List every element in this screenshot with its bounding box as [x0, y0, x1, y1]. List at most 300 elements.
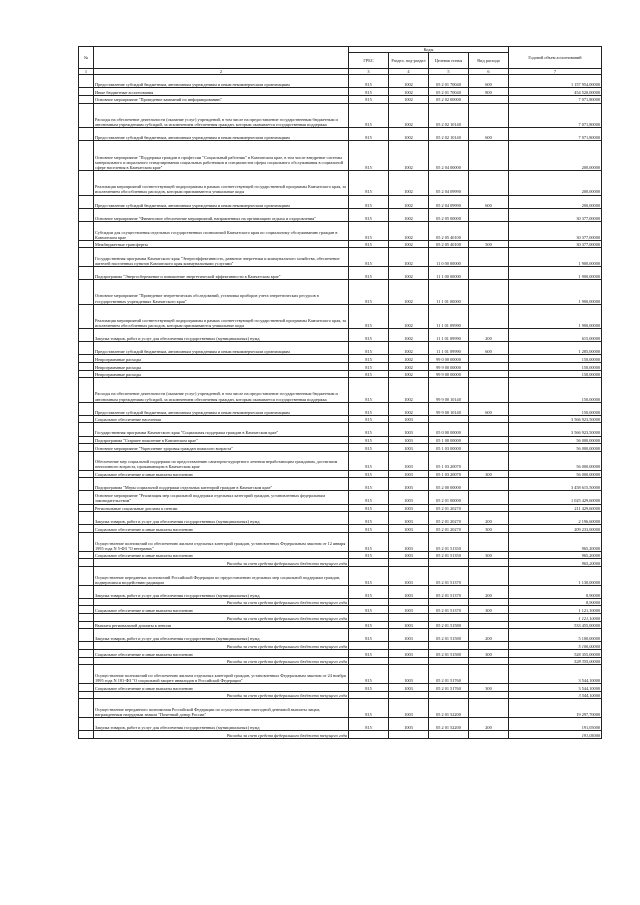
- table-row: [79, 141, 602, 171]
- target-cell: 05 2 04 09990: [429, 171, 469, 195]
- grbs-cell: 815: [349, 127, 389, 140]
- name-cell: Социальное обеспечение и иные выплаты населению: [94, 684, 349, 692]
- grbs-cell: [349, 691, 389, 699]
- section-cell: 1002: [389, 127, 429, 140]
- grbs-cell: 815: [349, 551, 389, 559]
- target-cell: 05 2 05 00000: [429, 208, 469, 221]
- section-cell: 1003: [389, 512, 429, 525]
- sum-cell: 150,00000: [509, 355, 602, 363]
- grbs-cell: 815: [349, 240, 389, 248]
- table-row: [79, 621, 602, 629]
- type-cell: [469, 267, 509, 280]
- section-cell: 1003: [389, 532, 429, 551]
- grbs-cell: 815: [349, 423, 389, 436]
- sum-cell: 56 000,00000: [509, 451, 602, 470]
- name-cell: Расходы на обеспечение деятельности (оказание услуг) учреждений, в том числе на предоставление государственным бюджетным и автономным учреждениям субсидий, за исключением обеспечения граждан, которым оказывается государственная поддержка: [94, 103, 349, 127]
- target-cell: [429, 614, 469, 622]
- table-row: [79, 665, 602, 684]
- table-row: [79, 240, 602, 248]
- number-cell: [79, 103, 94, 127]
- name-cell: Закупка товаров, работ и услуг для обеспечения государственных (муниципальных) нужд: [94, 512, 349, 525]
- sum-cell: 1 900,00000: [509, 267, 602, 280]
- number-cell: [79, 629, 94, 642]
- name-cell: Осуществление переданного полномочия Российской Федерации по осуществлению ежегодной денежной выплаты лицам, награжденным нагрудным знаком "Почетный донор России": [94, 699, 349, 718]
- note-row: [79, 657, 602, 665]
- sum-cell: 150,00000: [509, 378, 602, 402]
- sum-cell: 1 900,00000: [509, 304, 602, 328]
- target-cell: 99 0 00 00000: [429, 355, 469, 363]
- target-cell: 05 2 01 51580: [429, 629, 469, 642]
- number-cell: [79, 504, 94, 512]
- table-row: [79, 491, 602, 504]
- number-cell: [79, 171, 94, 195]
- name-cell: Подпрограмма "Старшее поколение в Камчатском крае": [94, 436, 349, 444]
- table-row: [79, 504, 602, 512]
- grbs-cell: 815: [349, 208, 389, 221]
- sum-cell: 528 355,00000: [509, 650, 602, 658]
- number-cell: [79, 75, 94, 88]
- section-cell: 1003: [389, 444, 429, 452]
- budget-table: [78, 46, 602, 739]
- name-cell: Социальное обеспечение и иные выплаты населению: [94, 470, 349, 478]
- section-cell: 1002: [389, 103, 429, 127]
- sum-cell: 200,00000: [509, 195, 602, 208]
- number-cell: [79, 532, 94, 551]
- target-cell: 05 2 01 51760: [429, 665, 469, 684]
- table-row: [79, 606, 602, 614]
- target-cell: 05 2 00 00000: [429, 478, 469, 491]
- sum-cell: 965,20000: [509, 559, 602, 567]
- grbs-cell: [349, 598, 389, 606]
- grbs-cell: 815: [349, 665, 389, 684]
- table-row: [79, 478, 602, 491]
- section-cell: 1002: [389, 355, 429, 363]
- sum-cell: 1 285,00000: [509, 342, 602, 355]
- target-cell: 11 1 01 00000: [429, 280, 469, 304]
- target-cell: 05 2 01 51580: [429, 621, 469, 629]
- type-cell: [469, 208, 509, 221]
- target-cell: 05 2 01 70040: [429, 88, 469, 96]
- type-cell: [469, 221, 509, 240]
- number-cell: [79, 614, 94, 622]
- target-cell: [429, 559, 469, 567]
- type-cell: 300: [469, 684, 509, 692]
- sum-cell: 3 544,10000: [509, 665, 602, 684]
- number-cell: [79, 691, 94, 699]
- number-cell: [79, 423, 94, 436]
- number-cell: [79, 684, 94, 692]
- number-cell: [79, 718, 94, 731]
- target-cell: 11 1 01 09990: [429, 342, 469, 355]
- table-row: [79, 370, 602, 378]
- sum-cell: 3 566 923,50000: [509, 415, 602, 423]
- grbs-cell: 815: [349, 532, 389, 551]
- section-cell: 1003: [389, 551, 429, 559]
- section-cell: 1003: [389, 451, 429, 470]
- section-cell: [389, 657, 429, 665]
- sum-cell: 150,00000: [509, 363, 602, 371]
- grbs-cell: 815: [349, 141, 389, 171]
- grbs-cell: 815: [349, 267, 389, 280]
- note-row: [79, 559, 602, 567]
- type-cell: [469, 621, 509, 629]
- sum-cell: 3 566 923,50000: [509, 423, 602, 436]
- section-cell: 1002: [389, 240, 429, 248]
- table-row: [79, 423, 602, 436]
- section-cell: 1003: [389, 525, 429, 533]
- table-row: [79, 342, 602, 355]
- grbs-cell: 815: [349, 415, 389, 423]
- sum-cell: 191,05000: [509, 718, 602, 731]
- section-cell: 1003: [389, 566, 429, 585]
- sum-cell: 30 377,00000: [509, 221, 602, 240]
- name-cell: Реализация мероприятий соответствующей подпрограммы в рамках соответствующей государственной программы Камчатского края, за исключением обособленных расходов, которым присваиваются уникальные коды: [94, 304, 349, 328]
- sum-cell: 150,00000: [509, 402, 602, 415]
- name-cell: Социальное обеспечение и иные выплаты населению: [94, 551, 349, 559]
- target-cell: 05 2 01 51580: [429, 650, 469, 658]
- section-cell: 1003: [389, 415, 429, 423]
- grbs-cell: [349, 657, 389, 665]
- sum-cell: 8,90000: [509, 585, 602, 598]
- name-cell: Расходы за счет средств федерального бюджета текущего года: [94, 642, 349, 650]
- table-row: [79, 436, 602, 444]
- type-cell: [469, 478, 509, 491]
- sum-cell: 30 377,00000: [509, 240, 602, 248]
- number-cell: [79, 444, 94, 452]
- table-row: [79, 248, 602, 267]
- name-cell: Предоставление субсидий бюджетным, автономным учреждениям и иным некоммерческим организациям: [94, 342, 349, 355]
- section-cell: 1003: [389, 718, 429, 731]
- target-cell: [429, 731, 469, 739]
- table-row: [79, 451, 602, 470]
- number-cell: [79, 329, 94, 342]
- section-cell: [389, 614, 429, 622]
- name-cell: Закупка товаров, работ и услуг для обеспечения государственных (муниципальных) нужд: [94, 329, 349, 342]
- number-cell: [79, 699, 94, 718]
- table-row: [79, 684, 602, 692]
- sum-cell: 1 121,10000: [509, 606, 602, 614]
- type-cell: [469, 642, 509, 650]
- target-cell: 05 2 02 10140: [429, 127, 469, 140]
- number-cell: [79, 585, 94, 598]
- name-cell: Основное мероприятие "Проведение энергетических обследований, установка приборов учета энергетических ресурсов в государственных учреждениях Камчатского края": [94, 280, 349, 304]
- table-row: [79, 88, 602, 96]
- table-row: [79, 699, 602, 718]
- type-cell: [469, 691, 509, 699]
- number-cell: [79, 621, 94, 629]
- grbs-cell: 815: [349, 378, 389, 402]
- grbs-cell: 815: [349, 606, 389, 614]
- index-cell: 2: [94, 69, 349, 75]
- type-cell: 200: [469, 585, 509, 598]
- name-cell: Осуществление полномочий по обеспечению жильем отдельных категорий граждан, установленных Федеральным законом от 12 января 1995 года N 5-ФЗ "О ветеранах": [94, 532, 349, 551]
- table-row: [79, 221, 602, 240]
- number-cell: [79, 208, 94, 221]
- col-grbs-header: ГРБС: [349, 53, 389, 69]
- grbs-cell: 815: [349, 451, 389, 470]
- target-cell: 05 2 01 20270: [429, 512, 469, 525]
- type-cell: [469, 363, 509, 371]
- type-cell: [469, 415, 509, 423]
- name-cell: Закупка товаров, работ и услуг для обеспечения государственных (муниципальных) нужд: [94, 629, 349, 642]
- number-cell: [79, 355, 94, 363]
- grbs-cell: [349, 559, 389, 567]
- number-cell: [79, 240, 94, 248]
- table-row: [79, 525, 602, 533]
- target-cell: [429, 642, 469, 650]
- number-cell: [79, 378, 94, 402]
- name-cell: Региональные социальные доплаты к пенсии: [94, 504, 349, 512]
- sum-cell: 200,00000: [509, 141, 602, 171]
- type-cell: [469, 103, 509, 127]
- type-cell: [469, 436, 509, 444]
- section-cell: 1003: [389, 491, 429, 504]
- sum-cell: 209 233,00000: [509, 525, 602, 533]
- sum-cell: 454 520,00000: [509, 88, 602, 96]
- grbs-cell: 815: [349, 566, 389, 585]
- name-cell: Предоставление субсидий бюджетным, автономным учреждениям и иным некоммерческим организациям: [94, 75, 349, 88]
- sum-cell: 19 297,70000: [509, 699, 602, 718]
- grbs-cell: 815: [349, 95, 389, 103]
- type-cell: [469, 141, 509, 171]
- section-cell: 1003: [389, 585, 429, 598]
- type-cell: [469, 699, 509, 718]
- section-cell: 1002: [389, 195, 429, 208]
- target-cell: [429, 598, 469, 606]
- grbs-cell: 815: [349, 370, 389, 378]
- budget-rows: [79, 75, 602, 739]
- number-cell: [79, 402, 94, 415]
- target-cell: 11 1 01 09990: [429, 329, 469, 342]
- type-cell: [469, 95, 509, 103]
- section-cell: 1003: [389, 504, 429, 512]
- grbs-cell: 815: [349, 329, 389, 342]
- type-cell: [469, 355, 509, 363]
- type-cell: [469, 423, 509, 436]
- index-cell: 5: [429, 69, 469, 75]
- sum-cell: 3 544,10000: [509, 691, 602, 699]
- name-cell: Закупка товаров, работ и услуг для обеспечения государственных (муниципальных) нужд: [94, 718, 349, 731]
- sum-cell: 965,20000: [509, 532, 602, 551]
- grbs-cell: 815: [349, 629, 389, 642]
- table-row: [79, 171, 602, 195]
- section-cell: 1003: [389, 470, 429, 478]
- grbs-cell: 815: [349, 342, 389, 355]
- type-cell: [469, 280, 509, 304]
- target-cell: 05 2 04 00000: [429, 141, 469, 171]
- section-cell: 1003: [389, 684, 429, 692]
- budget-table-sheet: [78, 46, 602, 739]
- target-cell: 05 2 01 51370: [429, 566, 469, 585]
- section-cell: 1002: [389, 248, 429, 267]
- number-cell: [79, 606, 94, 614]
- grbs-cell: 815: [349, 470, 389, 478]
- section-cell: 1002: [389, 75, 429, 88]
- type-cell: [469, 171, 509, 195]
- name-cell: Расходы за счет средств федерального бюджета текущего года: [94, 614, 349, 622]
- type-cell: [469, 451, 509, 470]
- sum-cell: 1 121,10000: [509, 614, 602, 622]
- name-cell: Основное мероприятие "Проведение кампаний по информированию": [94, 95, 349, 103]
- type-cell: [469, 657, 509, 665]
- index-cell: 3: [349, 69, 389, 75]
- section-cell: 1002: [389, 141, 429, 171]
- section-cell: [389, 559, 429, 567]
- type-cell: 200: [469, 329, 509, 342]
- sum-cell: 200,00000: [509, 171, 602, 195]
- type-cell: [469, 566, 509, 585]
- type-cell: [469, 665, 509, 684]
- grbs-cell: 815: [349, 75, 389, 88]
- name-cell: Расходы за счет средств федерального бюджета текущего года: [94, 657, 349, 665]
- type-cell: 600: [469, 127, 509, 140]
- grbs-cell: 815: [349, 585, 389, 598]
- section-cell: 1003: [389, 650, 429, 658]
- number-cell: [79, 451, 94, 470]
- table-row: [79, 75, 602, 88]
- number-cell: [79, 657, 94, 665]
- grbs-cell: 815: [349, 504, 389, 512]
- type-cell: [469, 304, 509, 328]
- number-cell: [79, 267, 94, 280]
- section-cell: 1003: [389, 629, 429, 642]
- target-cell: 05 2 01 51350: [429, 532, 469, 551]
- name-cell: Социальное обеспечение и иные выплаты населению: [94, 606, 349, 614]
- target-cell: 05 2 01 51350: [429, 551, 469, 559]
- number-cell: [79, 221, 94, 240]
- target-cell: 05 0 00 00000: [429, 423, 469, 436]
- type-cell: [469, 504, 509, 512]
- target-cell: 99 9 00 00000: [429, 370, 469, 378]
- grbs-cell: 815: [349, 684, 389, 692]
- target-cell: 05 2 01 51370: [429, 606, 469, 614]
- section-cell: 1002: [389, 402, 429, 415]
- section-cell: 1002: [389, 208, 429, 221]
- table-row: [79, 195, 602, 208]
- note-row: [79, 691, 602, 699]
- col-target-header: Целевая статья: [429, 53, 469, 69]
- table-row: [79, 304, 602, 328]
- number-cell: [79, 559, 94, 567]
- name-cell: Социальное обеспечение и иные выплаты населению: [94, 525, 349, 533]
- name-cell: Предоставление субсидий бюджетным, автономным учреждениям и иным некоммерческим организациям: [94, 195, 349, 208]
- target-cell: 05 2 01 52200: [429, 718, 469, 731]
- target-cell: 05 1 03 20070: [429, 470, 469, 478]
- type-cell: [469, 559, 509, 567]
- type-cell: [469, 598, 509, 606]
- target-cell: 05 2 02 00000: [429, 95, 469, 103]
- target-cell: 05 2 01 51370: [429, 585, 469, 598]
- target-cell: 05 2 01 00000: [429, 491, 469, 504]
- name-cell: Непрограммные расходы: [94, 363, 349, 371]
- number-cell: [79, 470, 94, 478]
- type-cell: 600: [469, 402, 509, 415]
- number-cell: [79, 491, 94, 504]
- table-row: [79, 127, 602, 140]
- grbs-cell: 815: [349, 248, 389, 267]
- grbs-cell: 815: [349, 221, 389, 240]
- grbs-cell: 815: [349, 355, 389, 363]
- sum-cell: 150,00000: [509, 370, 602, 378]
- number-cell: [79, 195, 94, 208]
- name-cell: Осуществление переданных полномочий Российской Федерации по предоставлению отдельных мер социальной поддержки граждан, подвергшихся воздействию радиации: [94, 566, 349, 585]
- target-cell: 11 1 01 09990: [429, 304, 469, 328]
- sum-cell: 56 000,00000: [509, 470, 602, 478]
- note-row: [79, 642, 602, 650]
- section-cell: 1002: [389, 280, 429, 304]
- name-cell: Подпрограмма "Меры социальной поддержки отдельных категорий граждан в Камчатском крае": [94, 478, 349, 491]
- section-cell: [389, 691, 429, 699]
- number-cell: [79, 598, 94, 606]
- sum-cell: 7 071,80000: [509, 127, 602, 140]
- number-cell: [79, 512, 94, 525]
- type-cell: 300: [469, 650, 509, 658]
- type-cell: [469, 614, 509, 622]
- note-row: [79, 731, 602, 739]
- type-cell: [469, 248, 509, 267]
- index-cell: 6: [469, 69, 509, 75]
- target-cell: 11 0 00 00000: [429, 248, 469, 267]
- name-cell: Государственная программа Камчатского края "Энергоэффективность, развитие энергетики и коммунального хозяйства, обеспечение жителей населенных пунктов Камчатского края коммунальными услугами": [94, 248, 349, 267]
- sum-cell: 965,20000: [509, 551, 602, 559]
- table-row: [79, 650, 602, 658]
- type-cell: 300: [469, 551, 509, 559]
- table-row: [79, 208, 602, 221]
- sum-cell: 3 458 615,50000: [509, 478, 602, 491]
- name-cell: Непрограммные расходы: [94, 370, 349, 378]
- codes-group-header: Коды: [349, 47, 509, 53]
- section-cell: 1002: [389, 342, 429, 355]
- number-cell: [79, 525, 94, 533]
- sum-cell: 30 377,00000: [509, 208, 602, 221]
- sum-cell: 2 196,60000: [509, 512, 602, 525]
- grbs-cell: 815: [349, 718, 389, 731]
- sum-cell: 8,90000: [509, 598, 602, 606]
- number-cell: [79, 370, 94, 378]
- number-cell: [79, 551, 94, 559]
- name-cell: Основное мероприятие "Поддержка граждан в профессии "Социальный работник" в Камчатском крае, в том числе внедрение системы материального и морального стимулирования социальных работников и специалистов сферы социального обслуживания в социальной сфере населения в Камчатском крае": [94, 141, 349, 171]
- name-cell: Предоставление субсидий бюджетным, автономным учреждениям и иным некоммерческим организациям: [94, 402, 349, 415]
- section-cell: 1003: [389, 665, 429, 684]
- number-cell: [79, 415, 94, 423]
- target-cell: 05 1 03 00000: [429, 444, 469, 452]
- grbs-cell: 815: [349, 304, 389, 328]
- sum-cell: 615,00000: [509, 329, 602, 342]
- table-row: [79, 512, 602, 525]
- col-type-header: Вид расхода: [469, 53, 509, 69]
- name-cell: Подпрограмма "Энергосбережение и повышение энергетической эффективности в Камчатском крае": [94, 267, 349, 280]
- name-cell: Основное мероприятие "Укрепление здоровья граждан пожилого возраста": [94, 444, 349, 452]
- name-cell: Расходы за счет средств федерального бюджета текущего года: [94, 691, 349, 699]
- section-cell: [389, 642, 429, 650]
- section-cell: 1003: [389, 621, 429, 629]
- table-row: [79, 415, 602, 423]
- number-cell: [79, 436, 94, 444]
- type-cell: 600: [469, 195, 509, 208]
- grbs-cell: 815: [349, 525, 389, 533]
- table-row: [79, 378, 602, 402]
- target-cell: 05 2 05 40100: [429, 221, 469, 240]
- col-number-header: №: [79, 47, 94, 69]
- table-row: [79, 363, 602, 371]
- section-cell: 1002: [389, 370, 429, 378]
- number-cell: [79, 88, 94, 96]
- grbs-cell: 815: [349, 699, 389, 718]
- number-cell: [79, 478, 94, 491]
- table-row: [79, 470, 602, 478]
- section-cell: 1003: [389, 478, 429, 491]
- table-row: [79, 718, 602, 731]
